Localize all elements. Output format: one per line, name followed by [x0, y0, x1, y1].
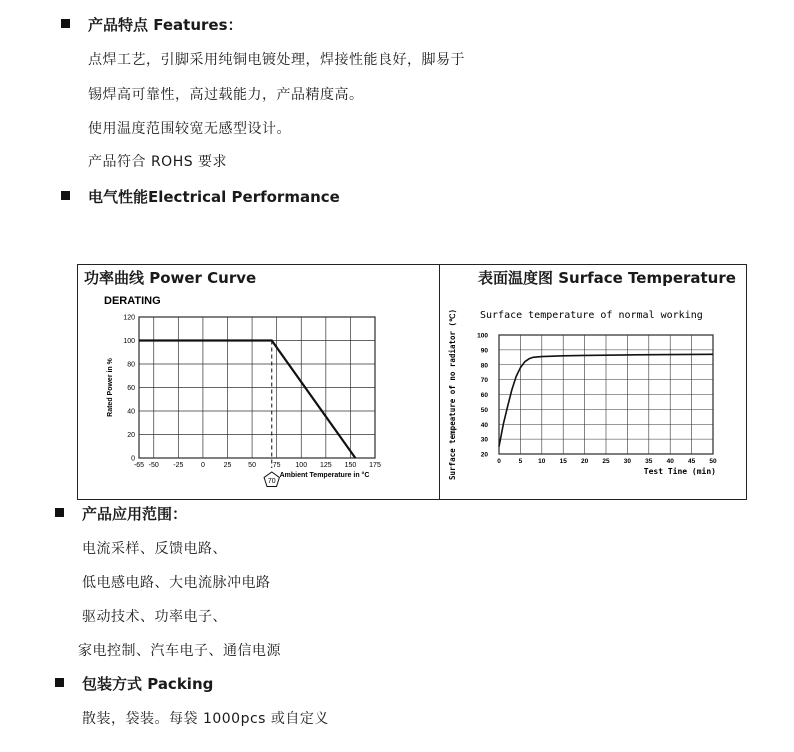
surface-temp-y-label: Surface tempeature of no radiator (℃): [448, 309, 457, 480]
derating-line: [139, 341, 355, 459]
x-tick-label: 25: [223, 462, 232, 469]
x-tick-label: -25: [173, 462, 184, 469]
features-line: 使用温度范围较宽无感型设计。: [88, 121, 291, 137]
surface-temp-grid: [499, 335, 713, 454]
power-curve-y-ticks: [123, 315, 135, 463]
surface-temp-x-label: Test Tine (min): [643, 467, 716, 476]
y-tick-label: 60: [480, 392, 488, 399]
bullet-icon: [55, 508, 64, 517]
applications-line: 低电感电路、大电流脉冲电路: [82, 575, 271, 591]
y-tick-label: 100: [123, 338, 135, 345]
features-line: 锡焊高可靠性，高过载能力，产品精度高。: [88, 87, 364, 103]
x-tick-label: 20: [580, 458, 589, 465]
x-tick-label: 10: [538, 458, 546, 465]
features-heading: 产品特点 Features：: [88, 16, 243, 34]
power-curve-y-label: Rated Power in %: [107, 358, 114, 417]
x-tick-label: 75: [272, 462, 281, 469]
x-tick-label: 150: [344, 462, 357, 469]
derating-label: DERATING: [104, 295, 161, 307]
x-tick-label: 40: [666, 458, 674, 465]
power-curve-chart: [78, 288, 436, 496]
y-tick-label: 0: [131, 455, 135, 463]
x-tick-label: 100: [295, 462, 308, 469]
y-tick-label: 100: [477, 332, 488, 340]
y-tick-label: 90: [480, 347, 488, 355]
y-tick-label: 30: [480, 436, 488, 444]
x-tick-label: 175: [369, 462, 381, 469]
surface-temp-chart: [440, 288, 744, 496]
y-tick-label: 40: [480, 421, 488, 429]
applications-line: 驱动技术、功率电子、: [82, 609, 227, 625]
x-tick-label: 125: [319, 462, 332, 469]
surface-temp-x-ticks: [497, 458, 717, 465]
applications-line: 电流采样、反馈电路、: [82, 541, 227, 557]
power-curve-title: 功率曲线 Power Curve: [84, 269, 257, 287]
y-tick-label: 50: [480, 406, 488, 414]
electrical-heading: 电气性能Electrical Performance: [88, 188, 340, 206]
applications-heading: 产品应用范围：: [82, 505, 188, 523]
bullet-icon: [55, 678, 64, 687]
x-tick-label: 45: [687, 458, 696, 465]
marker-label: 70: [267, 478, 276, 485]
x-tick-label: 25: [602, 458, 610, 465]
packing-line: 散装，袋装。每袋 1000pcs 或自定义: [82, 711, 329, 727]
bullet-icon: [61, 191, 70, 200]
x-tick-label: -65: [133, 462, 145, 469]
y-tick-label: 70: [480, 377, 488, 385]
x-tick-label: 0: [200, 462, 205, 469]
x-tick-label: 50: [709, 458, 717, 465]
surface-temp-y-ticks: [477, 333, 488, 459]
y-tick-label: 20: [127, 432, 135, 439]
packing-heading: 包装方式 Packing: [82, 675, 214, 693]
power-curve-series: [139, 341, 355, 459]
x-tick-label: 15: [559, 458, 567, 465]
surface-temp-subtitle: Surface temperature of normal working: [480, 310, 703, 321]
surface-temp-title: 表面温度图 Surface Temperature: [478, 269, 736, 287]
y-tick-label: 40: [127, 408, 135, 416]
x-tick-label: 5: [518, 458, 523, 465]
y-tick-label: 80: [127, 361, 135, 369]
power-curve-x-ticks: [134, 462, 381, 469]
features-line: 产品符合 ROHS 要求: [88, 154, 228, 170]
power-curve-x-label: Ambient Temperature in °C: [279, 472, 370, 479]
applications-line: 家电控制、汽车电子、通信电源: [78, 643, 281, 659]
features-line: 点焊工艺，引脚采用纯铜电镀处理，焊接性能良好，脚易于: [88, 52, 465, 68]
bullet-icon: [61, 19, 70, 28]
x-tick-label: 30: [623, 458, 632, 465]
y-tick-label: 120: [123, 314, 135, 322]
y-tick-label: 60: [127, 385, 135, 392]
x-tick-label: 50: [248, 462, 256, 469]
x-tick-label: 35: [645, 458, 653, 465]
x-tick-label: -50: [148, 462, 159, 469]
x-tick-label: 0: [497, 458, 501, 465]
y-tick-label: 20: [480, 451, 488, 459]
y-tick-label: 80: [480, 362, 488, 370]
